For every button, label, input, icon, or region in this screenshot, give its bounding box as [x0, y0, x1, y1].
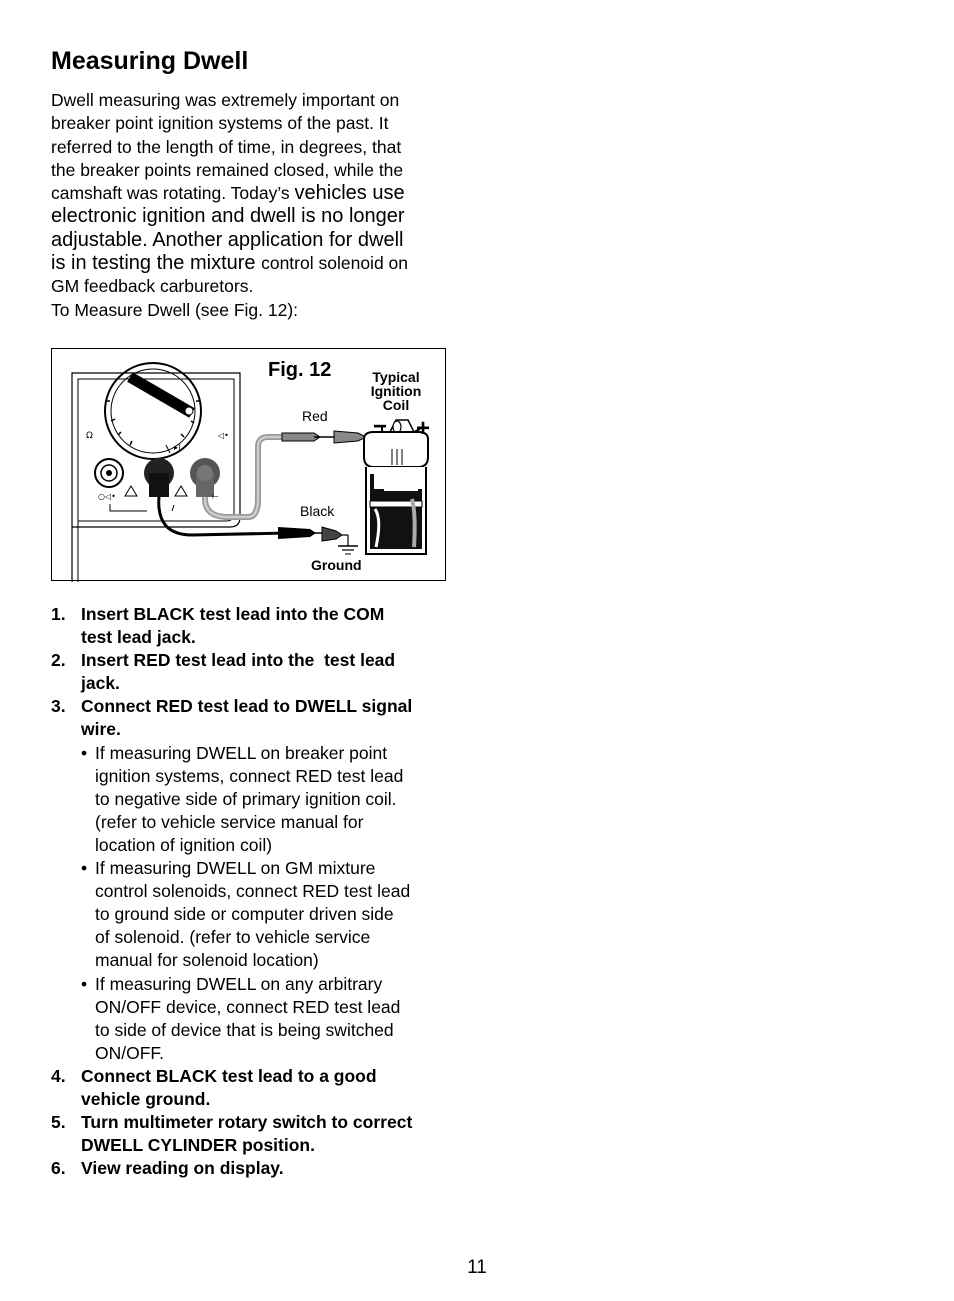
bullet-item — [51, 742, 451, 857]
bullet-line: ON/OFF. — [95, 1042, 165, 1063]
coil-label-line: Ignition — [370, 383, 422, 399]
bullet-marker: • — [81, 742, 88, 763]
bullet-text — [95, 857, 410, 972]
red-lead-label: Red — [302, 408, 328, 424]
coil-label-line: Coil — [382, 397, 410, 413]
step-line: wire. — [81, 719, 121, 740]
step-line: Connect RED test lead to DWELL signal — [81, 696, 413, 717]
bullet-item — [51, 857, 451, 972]
svg-text:⊢: ⊢ — [212, 492, 219, 501]
step-text — [81, 1157, 284, 1180]
bullet-line: of solenoid. (refer to vehicle service — [95, 927, 371, 948]
svg-text:◁•: ◁• — [218, 431, 229, 440]
step-text — [81, 1111, 412, 1157]
step-text — [81, 603, 384, 649]
bullet-item — [51, 973, 451, 1065]
bullet-line: ignition systems, connect RED test lead — [95, 765, 404, 786]
minus-terminal-label: − — [373, 413, 388, 440]
figure-12 — [51, 348, 446, 581]
bullet-text — [95, 742, 403, 857]
intro-line: To Measure Dwell (see Fig. 12): — [51, 299, 299, 320]
step-number: 1. — [51, 604, 66, 624]
intro-fragment: is in testing the mixture — [51, 252, 262, 275]
intro-paragraph — [51, 89, 451, 322]
intro-fragment: camshaft was rotating. Today’s — [51, 183, 295, 204]
bullet-line: control solenoids, connect RED test lead — [95, 881, 411, 902]
list-item — [51, 649, 451, 695]
intro-line — [51, 182, 451, 205]
list-item — [51, 1065, 451, 1111]
list-item — [51, 695, 451, 741]
bullet-line: location of ignition coil) — [95, 834, 273, 855]
list-item — [51, 1111, 451, 1157]
intro-line: the breaker points remained closed, while the — [51, 159, 404, 180]
step-line: vehicle ground. — [81, 1088, 211, 1109]
step-line: jack. — [81, 673, 120, 694]
intro-fragment: control solenoid on — [261, 253, 408, 274]
bullet-line: ON/OFF device, connect RED test lead — [95, 996, 401, 1017]
bullet-marker: • — [81, 973, 88, 994]
list-item — [51, 603, 451, 649]
bullet-line: (refer to vehicle service manual for — [95, 811, 364, 832]
figure-title: Fig. 12 — [268, 359, 332, 381]
page-title: Measuring Dwell — [51, 47, 249, 75]
multimeter-illustration — [72, 363, 240, 582]
intro-line — [51, 252, 451, 275]
svg-text:○◁•: ○◁• — [98, 492, 116, 501]
step-text — [81, 695, 412, 741]
figure-illustration — [52, 349, 447, 582]
list-item — [51, 1157, 451, 1180]
svg-text:Ω: Ω — [86, 431, 93, 441]
step-line: Turn multimeter rotary switch to correct — [81, 1112, 413, 1133]
step-number: 3. — [51, 696, 66, 717]
step-number: 5. — [51, 1112, 66, 1133]
intro-line: breaker point ignition systems of the past. It — [51, 113, 389, 134]
step-text — [81, 649, 395, 695]
intro-fragment: vehicles use — [294, 182, 405, 205]
black-lead-label: Black — [300, 503, 335, 519]
intro-line: adjustable. Another application for dwell — [51, 228, 404, 251]
step-text — [81, 1065, 377, 1111]
step-line: View reading on display. — [81, 1158, 284, 1179]
step-line: test lead jack. — [81, 627, 196, 648]
ground-label: Ground — [311, 557, 362, 573]
red-test-lead — [205, 431, 366, 517]
bullet-text — [95, 973, 400, 1065]
bullet-line: manual for solenoid location) — [95, 950, 319, 971]
intro-line: electronic ignition and dwell is no longer — [51, 205, 405, 228]
bullet-line: If measuring DWELL on breaker point — [95, 742, 388, 763]
svg-text:▸|: ▸| — [174, 443, 181, 452]
intro-line: GM feedback carburetors. — [51, 276, 254, 297]
plus-terminal-label: + — [416, 415, 431, 442]
step-number: 2. — [51, 650, 66, 671]
step-line: Insert BLACK test lead into the COM — [81, 604, 385, 624]
bullet-line: to negative side of primary ignition coil. — [95, 788, 397, 809]
step-line: Insert RED test lead into the test lead — [81, 650, 396, 671]
bullet-marker: • — [81, 858, 88, 879]
coil-label-line: Typical — [372, 369, 420, 385]
procedure-list — [51, 603, 451, 1180]
intro-line: Dwell measuring was extremely important on — [51, 90, 400, 110]
bullet-line: to ground side or computer driven side — [95, 904, 394, 925]
bullet-line: to side of device that is being switched — [95, 1019, 394, 1040]
step-line: DWELL CYLINDER position. — [81, 1135, 315, 1156]
step-number: 6. — [51, 1158, 66, 1179]
bullet-line: If measuring DWELL on GM mixture — [95, 858, 376, 879]
step-line: Connect BLACK test lead to a good — [81, 1065, 377, 1086]
intro-line: referred to the length of time, in degrees, that — [51, 136, 402, 157]
page-number: 11 — [467, 1257, 487, 1278]
bullet-line: If measuring DWELL on any arbitrary — [95, 973, 383, 994]
step-number: 4. — [51, 1065, 66, 1086]
